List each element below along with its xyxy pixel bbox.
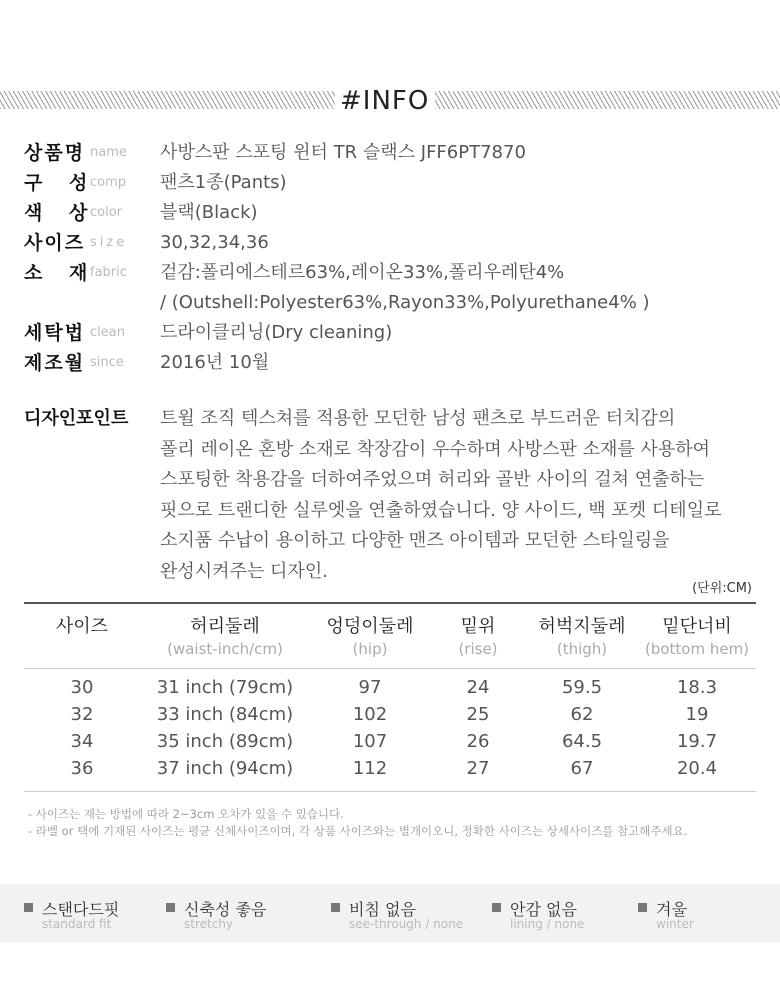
unit-label: (단위:CM) <box>692 581 752 596</box>
spec-value: 겉감:폴리에스테르63%,레이온33%,폴리우레탄4% <box>160 262 565 283</box>
spec-row-size <box>24 228 764 258</box>
table-cell: 62 <box>570 704 594 725</box>
column-header: 밑위 <box>460 616 496 637</box>
design-line: 완성시켜주는 디자인. <box>160 560 328 582</box>
spec-value: 드라이클리닝(Dry cleaning) <box>160 322 393 343</box>
square-bullet-icon <box>638 903 647 912</box>
spec-label: 제조월 <box>24 352 86 374</box>
column-header-en: (hip) <box>352 640 388 658</box>
feature-label-en: winter <box>656 917 694 931</box>
column-header: 엉덩이둘레 <box>326 616 414 637</box>
feature-label-en: lining / none <box>510 917 585 931</box>
design-point-label: 디자인포인트 <box>24 408 129 429</box>
table-row <box>24 677 756 704</box>
design-line: 소지품 수납이 용이하고 다양한 맨즈 아이템과 모던한 스타일링을 <box>160 530 670 551</box>
feature-label: 신축성 좋음 <box>184 900 267 919</box>
spec-label: 상품명 <box>24 142 86 164</box>
table-cell: 25 <box>466 704 490 725</box>
table-cell: 30 <box>70 677 94 698</box>
feature-label: 안감 없음 <box>510 900 577 919</box>
spec-row-since <box>24 348 764 378</box>
spec-value: 팬츠1종(Pants) <box>160 172 287 193</box>
column-header: 허벅지둘레 <box>538 616 626 637</box>
square-bullet-icon <box>331 903 340 912</box>
spec-row-color <box>24 198 764 228</box>
spec-label-en: fabric <box>90 265 127 280</box>
square-bullet-icon <box>166 903 175 912</box>
table-cell: 97 <box>358 677 382 698</box>
product-spec <box>24 138 764 378</box>
table-cell: 24 <box>466 677 490 698</box>
square-bullet-icon <box>492 903 501 912</box>
table-cell: 36 <box>70 758 94 779</box>
table-cell: 35 inch (89cm) <box>156 731 294 752</box>
spec-value: 2016년 10월 <box>160 352 270 373</box>
spec-value: 사방스판 스포팅 윈터 TR 슬랙스 JFF6PT7870 <box>160 142 526 163</box>
table-cell: 27 <box>466 758 490 779</box>
column-header-en: (bottom hem) <box>644 640 750 658</box>
column-header-en: (waist-inch/cm) <box>167 640 283 658</box>
size-table-body <box>24 669 756 792</box>
feature-bar <box>0 884 780 942</box>
spec-label-en: since <box>90 355 124 370</box>
spec-row-name <box>24 138 764 168</box>
table-cell: 34 <box>70 731 94 752</box>
spec-label: 세탁법 <box>24 322 86 344</box>
spec-label-en: name <box>90 145 127 160</box>
spec-label: 사이즈 <box>24 232 86 254</box>
table-row <box>24 704 756 731</box>
info-title: #INFO <box>340 86 430 116</box>
design-line: 스포팅한 착용감을 더하여주었으며 허리와 골반 사이의 걸쳐 연출하는 <box>160 469 705 490</box>
design-line: 핏으로 트랜디한 실루엣을 연출하였습니다. 양 사이드, 백 포켓 디테일로 <box>160 499 722 521</box>
table-cell: 33 inch (84cm) <box>156 704 294 725</box>
column-header: 허리둘레 <box>190 616 260 637</box>
table-cell: 19.7 <box>676 731 718 752</box>
table-cell: 67 <box>570 758 594 779</box>
table-cell: 19 <box>685 704 709 725</box>
spec-label: 소 재 <box>24 262 88 284</box>
spec-label: 색 상 <box>24 202 88 224</box>
spec-label-en: comp <box>90 175 127 190</box>
feature-label-en: standard fit <box>42 917 112 931</box>
table-cell: 102 <box>352 704 388 725</box>
spec-row-clean <box>24 318 764 348</box>
square-bullet-icon <box>24 903 33 912</box>
table-cell: 112 <box>352 758 388 779</box>
design-line: 폴리 레이온 혼방 소재로 착장감이 우수하며 사방스판 소재를 사용하여 <box>160 438 711 460</box>
note-line: - 라벨 or 택에 기재된 사이즈는 평균 신체사이즈이며, 각 상품 사이즈와는 별개이오니, 정확한 사이즈는 상세사이즈를 참고해주세요. <box>28 824 688 838</box>
table-cell: 37 inch (94cm) <box>156 758 294 779</box>
spec-row-fabric <box>24 258 764 288</box>
table-row <box>24 731 756 758</box>
column-header-en: (rise) <box>458 640 498 658</box>
table-cell: 26 <box>466 731 490 752</box>
size-table <box>24 602 756 792</box>
info-header <box>0 86 780 116</box>
spec-value: 블랙(Black) <box>160 202 258 223</box>
size-notes <box>28 806 687 840</box>
size-table-header <box>24 604 756 669</box>
table-cell: 31 inch (79cm) <box>156 677 294 698</box>
column-header-en: (thigh) <box>556 640 608 658</box>
spec-label-en: clean <box>90 325 125 340</box>
spec-value-en: / (Outshell:Polyester63%,Rayon33%,Polyurethane4% ) <box>160 292 650 313</box>
feature-label: 비침 없음 <box>349 900 416 919</box>
note-line: - 사이즈는 재는 방법에 따라 2~3cm 오차가 있을 수 있습니다. <box>28 807 344 821</box>
table-cell: 18.3 <box>676 677 718 698</box>
column-header: 사이즈 <box>55 616 109 637</box>
feature-label-en: stretchy <box>184 917 234 931</box>
hatch-divider-left <box>0 91 335 109</box>
column-header: 밑단너비 <box>662 616 732 637</box>
table-row <box>24 758 756 785</box>
table-cell: 20.4 <box>676 758 718 779</box>
feature-label: 스탠다드핏 <box>42 900 120 919</box>
feature-label: 겨울 <box>656 900 687 919</box>
design-point-text <box>160 404 760 587</box>
spec-value: 30,32,34,36 <box>160 232 269 253</box>
table-cell: 32 <box>70 704 94 725</box>
spec-row-comp <box>24 168 764 198</box>
design-line: 트윌 조직 텍스쳐를 적용한 모던한 남성 팬츠로 부드러운 터치감의 <box>160 408 676 429</box>
table-cell: 59.5 <box>561 677 603 698</box>
spec-label-en: size <box>90 235 128 250</box>
spec-label-en: color <box>90 205 123 220</box>
feature-label-en: see-through / none <box>349 917 464 931</box>
table-cell: 107 <box>352 731 388 752</box>
table-cell: 64.5 <box>561 731 603 752</box>
hatch-divider-right <box>435 91 780 109</box>
spec-label: 구 성 <box>24 172 88 194</box>
